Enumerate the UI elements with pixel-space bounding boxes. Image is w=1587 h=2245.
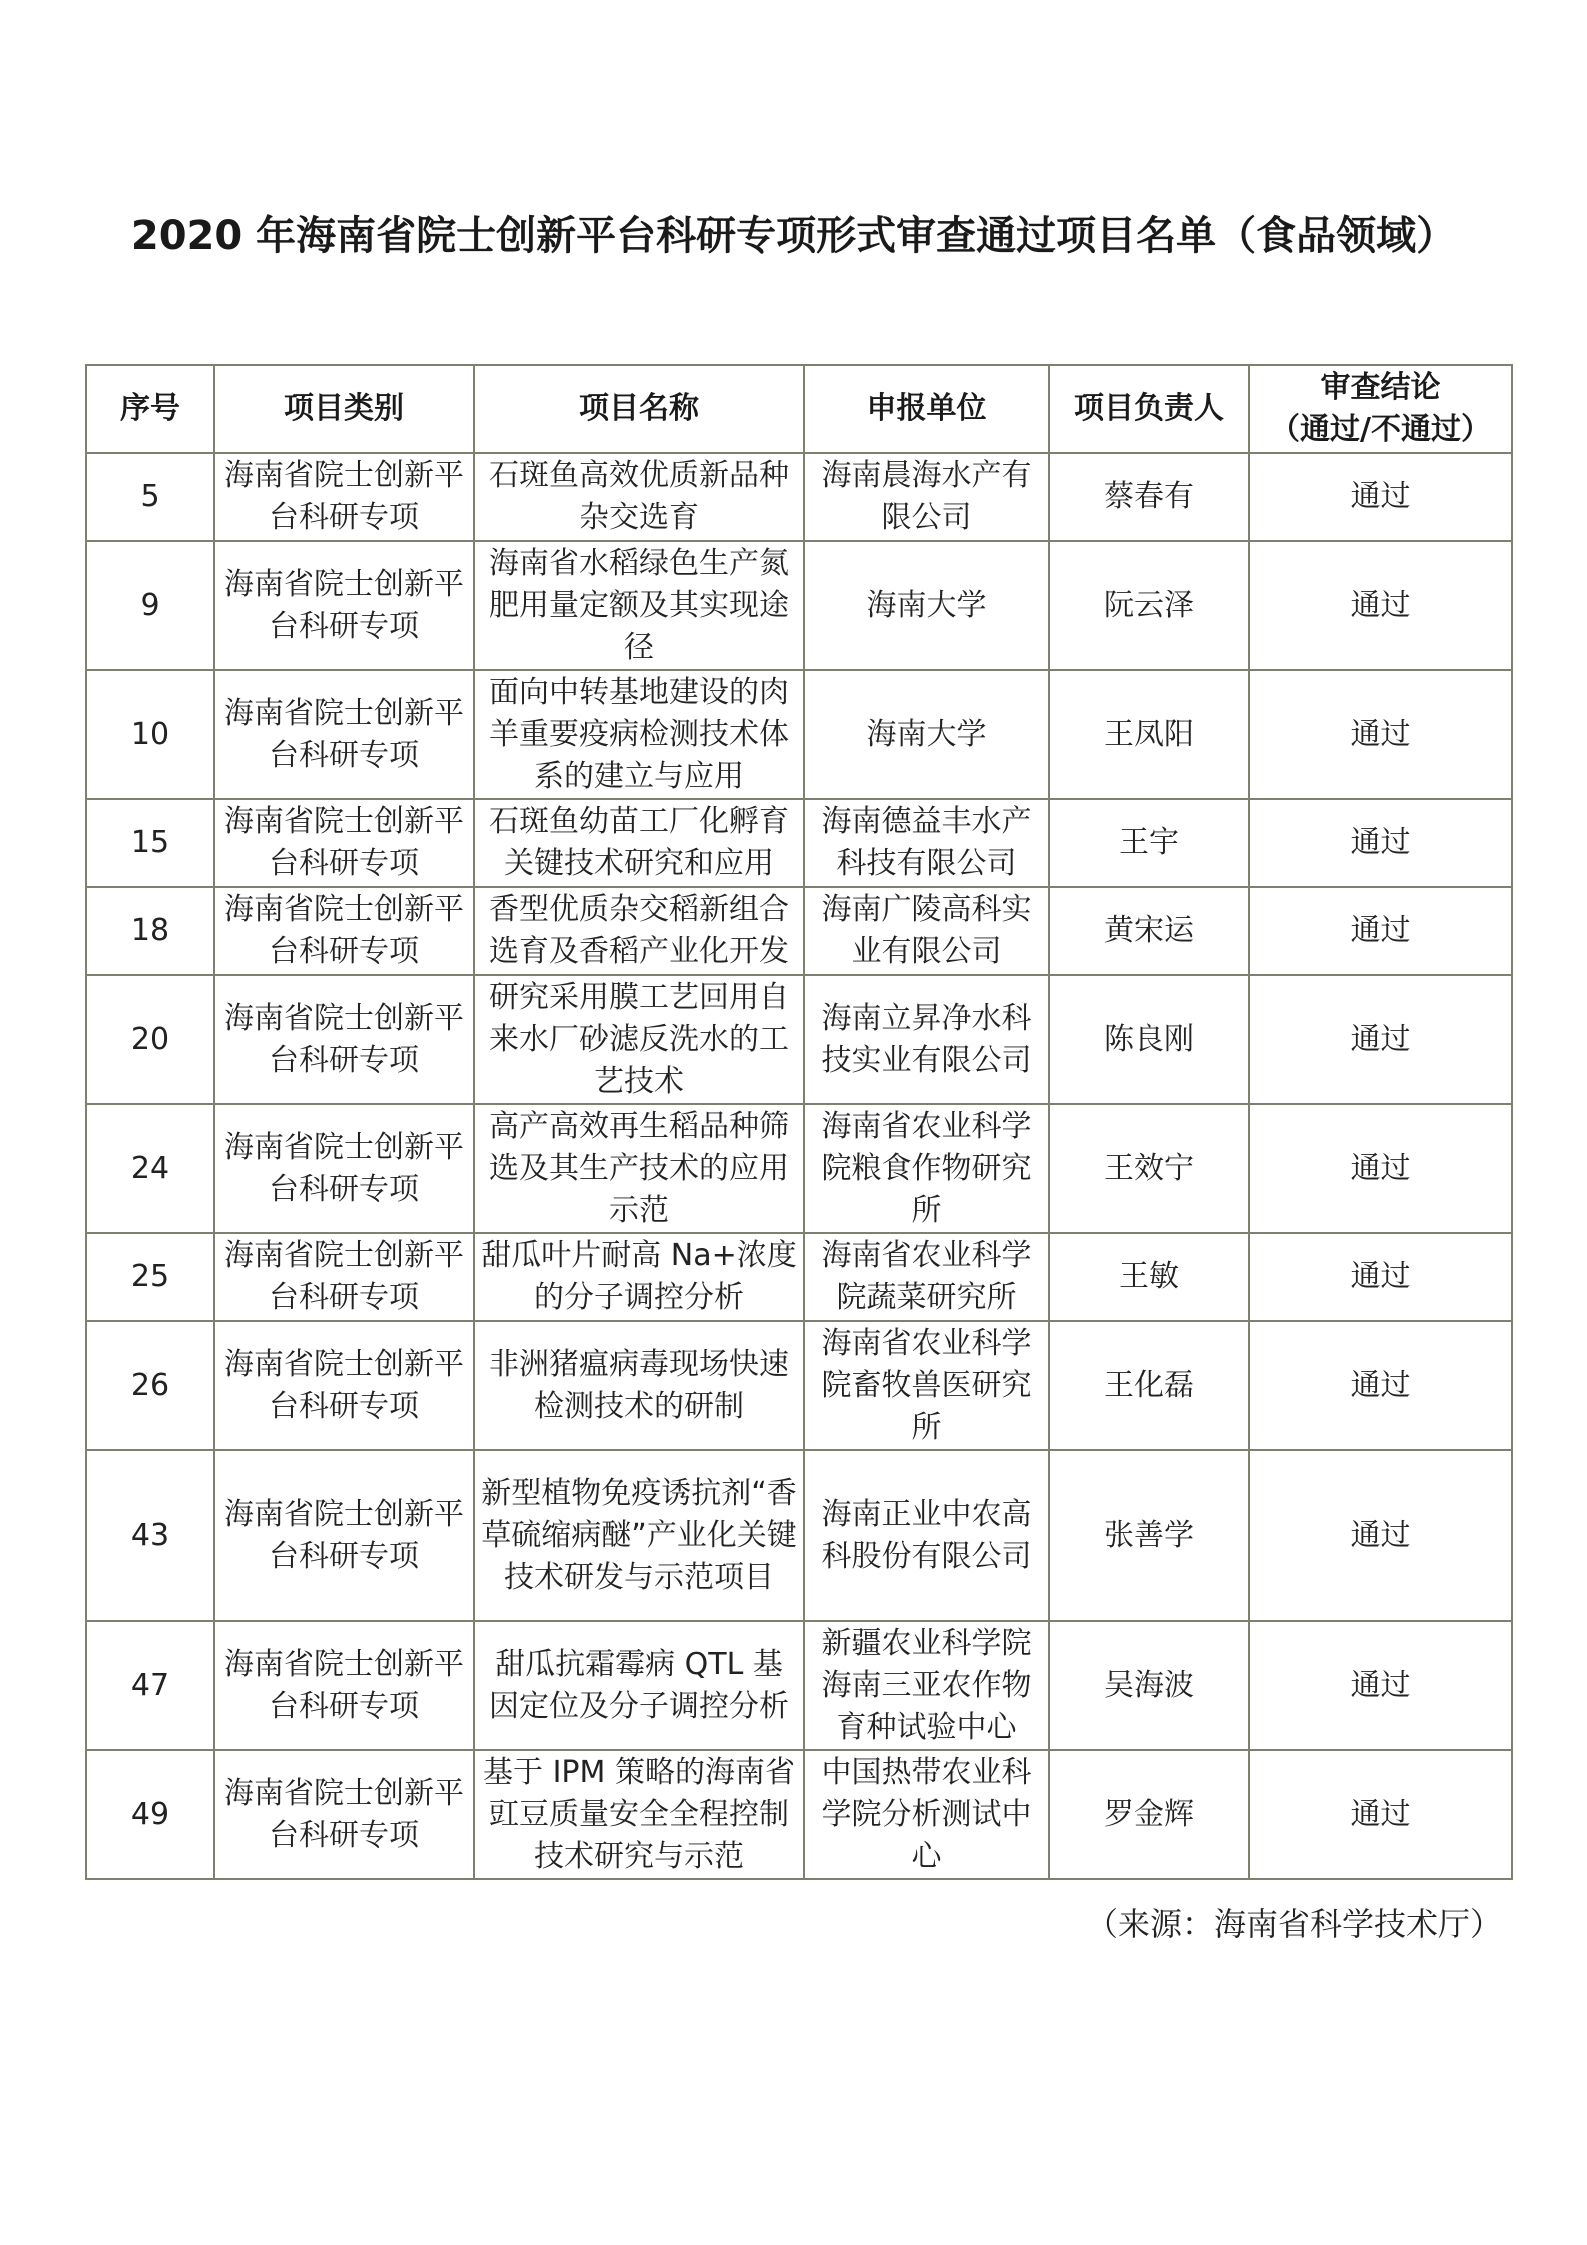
cell-leader: 蔡春有 <box>1049 453 1249 541</box>
cell-category: 海南省院士创新平台科研专项 <box>214 1321 474 1450</box>
cell-leader: 王敏 <box>1049 1233 1249 1321</box>
cell-result: 通过 <box>1249 541 1512 670</box>
cell-name: 石斑鱼幼苗工厂化孵育关键技术研究和应用 <box>474 799 804 887</box>
cell-result: 通过 <box>1249 1321 1512 1450</box>
cell-unit: 海南正业中农高科股份有限公司 <box>804 1450 1049 1621</box>
cell-name: 新型植物免疫诱抗剂“香草硫缩病醚”产业化关键技术研发与示范项目 <box>474 1450 804 1621</box>
cell-leader: 张善学 <box>1049 1450 1249 1621</box>
cell-index: 49 <box>86 1750 214 1879</box>
cell-unit: 海南立昇净水科技实业有限公司 <box>804 975 1049 1104</box>
table-row <box>86 799 1512 887</box>
cell-name: 非洲猪瘟病毒现场快速检测技术的研制 <box>474 1321 804 1450</box>
cell-leader: 阮云泽 <box>1049 541 1249 670</box>
cell-name: 面向中转基地建设的肉羊重要疫病检测技术体系的建立与应用 <box>474 670 804 799</box>
cell-category: 海南省院士创新平台科研专项 <box>214 453 474 541</box>
cell-result: 通过 <box>1249 799 1512 887</box>
project-review-table <box>85 364 1513 1880</box>
table-row <box>86 1621 1512 1750</box>
cell-index: 47 <box>86 1621 214 1750</box>
cell-leader: 王效宁 <box>1049 1104 1249 1233</box>
header-unit: 申报单位 <box>804 365 1049 453</box>
cell-category: 海南省院士创新平台科研专项 <box>214 799 474 887</box>
cell-category: 海南省院士创新平台科研专项 <box>214 1750 474 1879</box>
cell-leader: 吴海波 <box>1049 1621 1249 1750</box>
cell-index: 43 <box>86 1450 214 1621</box>
table-row <box>86 1104 1512 1233</box>
table-row <box>86 670 1512 799</box>
cell-category: 海南省院士创新平台科研专项 <box>214 1233 474 1321</box>
cell-unit: 海南省农业科学院粮食作物研究所 <box>804 1104 1049 1233</box>
header-index: 序号 <box>86 365 214 453</box>
cell-name: 海南省水稻绿色生产氮肥用量定额及其实现途径 <box>474 541 804 670</box>
page-title: 2020 年海南省院士创新平台科研专项形式审查通过项目名单（食品领域） <box>130 213 1457 259</box>
cell-name: 香型优质杂交稻新组合选育及香稻产业化开发 <box>474 887 804 975</box>
cell-result: 通过 <box>1249 1750 1512 1879</box>
cell-category: 海南省院士创新平台科研专项 <box>214 1450 474 1621</box>
cell-result: 通过 <box>1249 975 1512 1104</box>
cell-index: 24 <box>86 1104 214 1233</box>
table-row <box>86 453 1512 541</box>
cell-index: 26 <box>86 1321 214 1450</box>
header-category: 项目类别 <box>214 365 474 453</box>
cell-unit: 新疆农业科学院海南三亚农作物育种试验中心 <box>804 1621 1049 1750</box>
cell-category: 海南省院士创新平台科研专项 <box>214 1621 474 1750</box>
cell-result: 通过 <box>1249 1621 1512 1750</box>
cell-category: 海南省院士创新平台科研专项 <box>214 975 474 1104</box>
cell-unit: 海南大学 <box>804 541 1049 670</box>
header-name: 项目名称 <box>474 365 804 453</box>
cell-category: 海南省院士创新平台科研专项 <box>214 541 474 670</box>
cell-index: 25 <box>86 1233 214 1321</box>
cell-name: 基于 IPM 策略的海南省豇豆质量安全全程控制技术研究与示范 <box>474 1750 804 1879</box>
cell-result: 通过 <box>1249 453 1512 541</box>
cell-result: 通过 <box>1249 670 1512 799</box>
header-result <box>1249 365 1512 453</box>
table-row <box>86 1321 1512 1450</box>
cell-leader: 王凤阳 <box>1049 670 1249 799</box>
cell-index: 15 <box>86 799 214 887</box>
cell-result: 通过 <box>1249 1233 1512 1321</box>
cell-unit: 海南晨海水产有限公司 <box>804 453 1049 541</box>
source-note: （来源：海南省科学技术厅） <box>1085 1905 1502 1943</box>
header-result-title: 审查结论 <box>1320 370 1441 405</box>
cell-index: 18 <box>86 887 214 975</box>
cell-unit: 海南省农业科学院蔬菜研究所 <box>804 1233 1049 1321</box>
cell-category: 海南省院士创新平台科研专项 <box>214 670 474 799</box>
cell-leader: 罗金辉 <box>1049 1750 1249 1879</box>
cell-unit: 海南德益丰水产科技有限公司 <box>804 799 1049 887</box>
cell-index: 20 <box>86 975 214 1104</box>
table-header-row <box>86 365 1512 453</box>
table-row <box>86 1233 1512 1321</box>
cell-category: 海南省院士创新平台科研专项 <box>214 887 474 975</box>
cell-index: 5 <box>86 453 214 541</box>
table-row <box>86 975 1512 1104</box>
cell-name: 石斑鱼高效优质新品种杂交选育 <box>474 453 804 541</box>
table-row <box>86 1750 1512 1879</box>
header-leader: 项目负责人 <box>1049 365 1249 453</box>
header-result-options: （通过/不通过） <box>1270 412 1491 447</box>
cell-unit: 海南广陵高科实业有限公司 <box>804 887 1049 975</box>
cell-category: 海南省院士创新平台科研专项 <box>214 1104 474 1233</box>
cell-leader: 王宇 <box>1049 799 1249 887</box>
cell-leader: 黄宋运 <box>1049 887 1249 975</box>
cell-name: 研究采用膜工艺回用自来水厂砂滤反洗水的工艺技术 <box>474 975 804 1104</box>
table-row <box>86 1450 1512 1621</box>
cell-index: 10 <box>86 670 214 799</box>
cell-result: 通过 <box>1249 1104 1512 1233</box>
cell-name: 高产高效再生稻品种筛选及其生产技术的应用示范 <box>474 1104 804 1233</box>
table-body <box>86 453 1512 1879</box>
cell-leader: 陈良刚 <box>1049 975 1249 1104</box>
cell-index: 9 <box>86 541 214 670</box>
cell-unit: 海南省农业科学院畜牧兽医研究所 <box>804 1321 1049 1450</box>
cell-name: 甜瓜叶片耐高 Na+浓度的分子调控分析 <box>474 1233 804 1321</box>
cell-unit: 海南大学 <box>804 670 1049 799</box>
table-row <box>86 887 1512 975</box>
cell-result: 通过 <box>1249 887 1512 975</box>
cell-leader: 王化磊 <box>1049 1321 1249 1450</box>
cell-name: 甜瓜抗霜霉病 QTL 基因定位及分子调控分析 <box>474 1621 804 1750</box>
table-row <box>86 541 1512 670</box>
cell-unit: 中国热带农业科学院分析测试中心 <box>804 1750 1049 1879</box>
cell-result: 通过 <box>1249 1450 1512 1621</box>
